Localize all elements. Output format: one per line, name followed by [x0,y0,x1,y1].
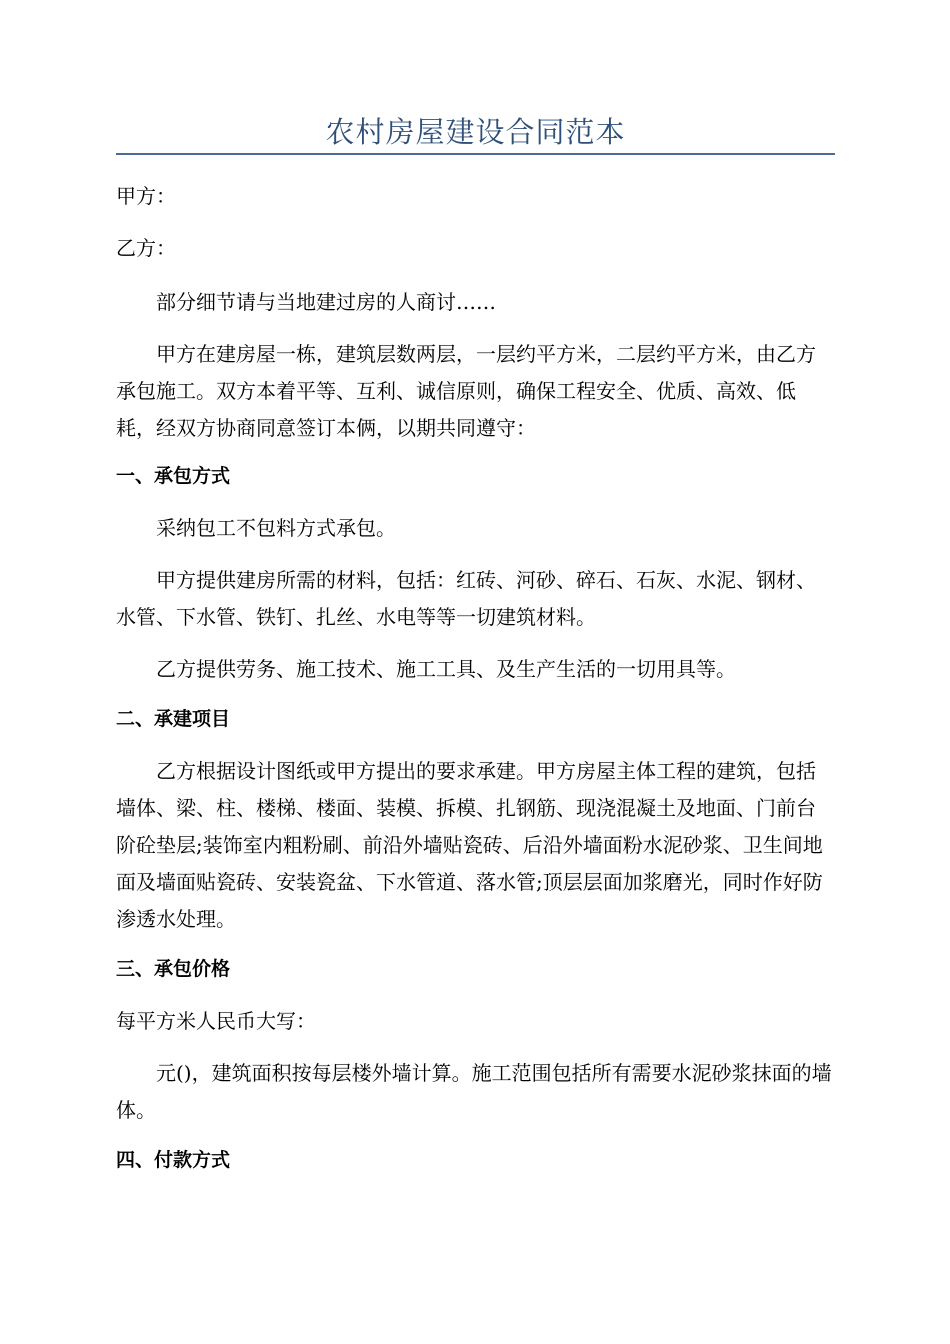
intro-paragraph: 甲方在建房屋一栋，建筑层数两层，一层约平方米，二层约平方米，由乙方承包施工。双方本着平等、互利、诚信原则，确保工程安全、优质、高效、低耗，经双方协商同意签订本俩，以期共同遵守： [116,342,816,440]
document-title: 农村房屋建设合同范本 [325,115,626,149]
section-heading: 四、付款方式 [116,1149,231,1171]
note-paragraph: 部分细节请与当地建过房的人商讨…… [156,290,496,314]
section-paragraph: 采纳包工不包料方式承包。 [156,516,396,540]
section-paragraph: 乙方根据设计图纸或甲方提出的要求承建。甲方房屋主体工程的建筑，包括墙体、梁、柱、楼梯、楼面、装模、拆模、扎钢筋、现浇混凝土及地面、门前台阶砼垫层;装饰室内粗粉刷、前沿外墙贴瓷砖、后沿外墙面粉水泥砂浆、卫生间地面及墙面贴瓷砖、安装瓷盆、下水管道、落水管;顶层层面加浆磨光，同时作好防渗透水处理。 [116,759,823,931]
section-paragraph: 乙方提供劳务、施工技术、施工工具、及生产生活的一切用具等。 [156,657,736,681]
section-lead: 每平方米人民币大写： [116,1009,316,1033]
title-underline [116,153,835,155]
party-a-label: 甲方： [116,184,176,208]
document-page [116,112,835,1179]
section-heading: 一、承包方式 [116,465,231,487]
party-b-label: 乙方： [116,236,176,260]
section-paragraph: 甲方提供建房所需的材料，包括：红砖、河砂、碎石、石灰、水泥、钢材、水管、下水管、铁钉、扎丝、水电等等一切建筑材料。 [116,568,816,629]
section-heading: 二、承建项目 [116,708,231,730]
section-heading: 三、承包价格 [116,958,231,980]
section-paragraph: 元()，建筑面积按每层楼外墙计算。施工范围包括所有需要水泥砂浆抹面的墙体。 [116,1061,832,1122]
